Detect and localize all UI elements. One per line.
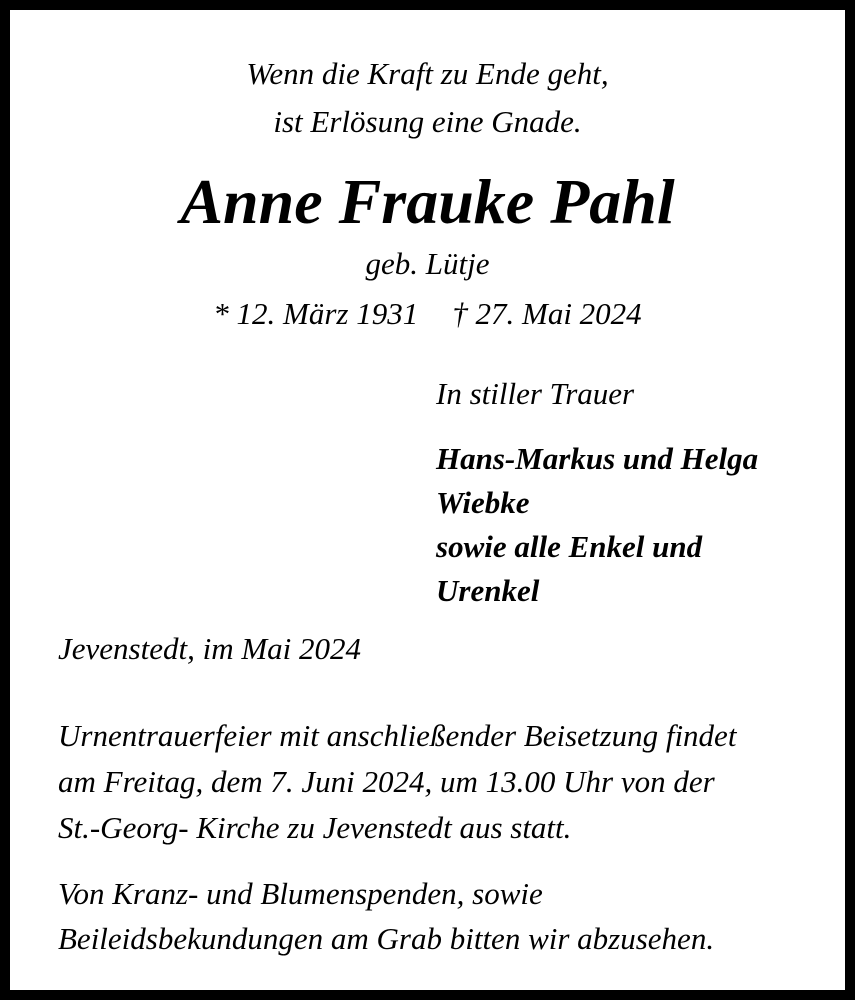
life-dates [10, 296, 845, 332]
place-date: Jevenstedt, im Mai 2024 [58, 631, 362, 666]
birth-date: * 12. März 1931 [213, 296, 419, 331]
ceremony-line-1: Urnentrauerfeier mit anschließender Beisetzung findet [58, 718, 737, 753]
born-name: geb. Lütje [365, 246, 490, 281]
ceremony-line-3: St.-Georg- Kirche zu Jevenstedt aus statt. [58, 810, 572, 845]
mourner-line-4: Urenkel [436, 573, 540, 608]
deceased-name: Anne Frauke Pahl [180, 166, 675, 237]
motto-line-1: Wenn die Kraft zu Ende geht, [246, 56, 609, 91]
ceremony-line-2: am Freitag, dem 7. Juni 2024, um 13.00 Uhr von der [58, 764, 715, 799]
death-date: † 27. Mai 2024 [452, 296, 642, 331]
donations-line-2: Beileidsbekundungen am Grab bitten wir abzusehen. [58, 921, 715, 956]
mourner-line-3: sowie alle Enkel und [436, 529, 703, 564]
mourner-line-1: Hans-Markus und Helga [436, 441, 759, 476]
mourner-line-2: Wiebke [436, 485, 530, 520]
mourning-intro: In stiller Trauer [436, 376, 635, 411]
donations-line-1: Von Kranz- und Blumenspenden, sowie [58, 876, 543, 911]
motto-line-2: ist Erlösung eine Gnade. [273, 104, 582, 139]
